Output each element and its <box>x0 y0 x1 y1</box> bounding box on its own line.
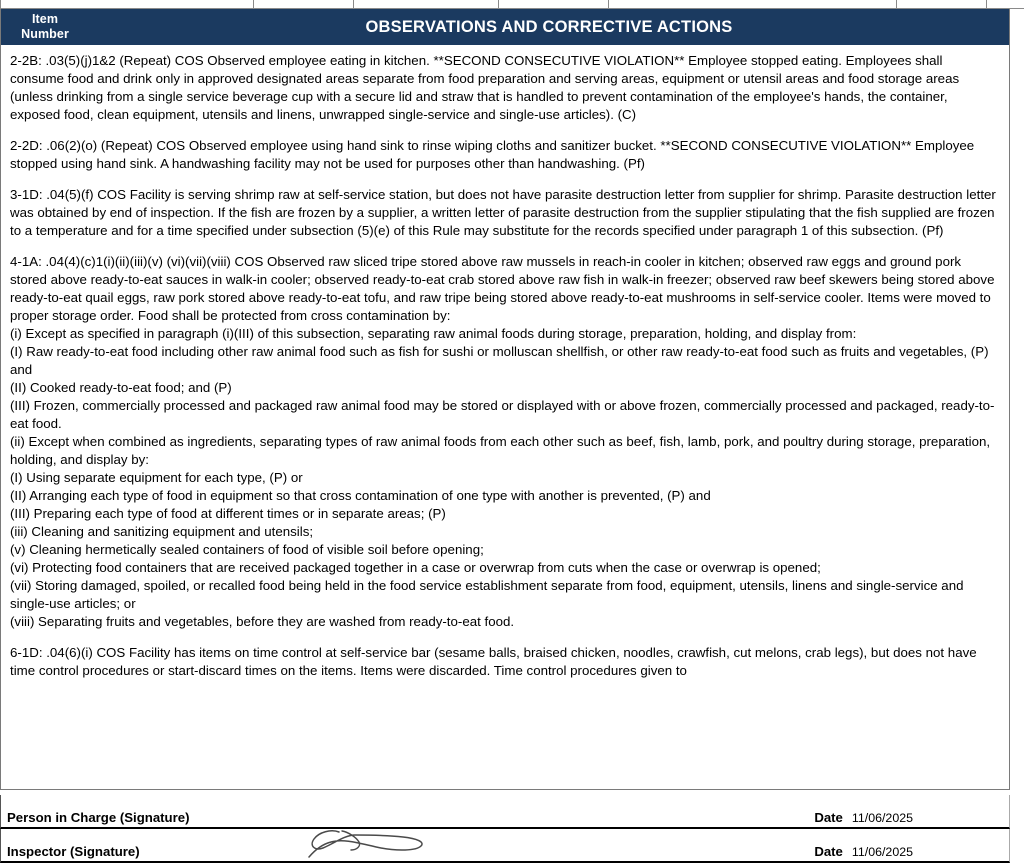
person-in-charge-signature-row[interactable] <box>0 795 1010 829</box>
observation-line: (ii) Except when combined as ingredients, separating types of raw animal foods from each other such as beef, fish, lamb, pork, and poultry during storage, preparation, holding, and display by: <box>10 434 991 468</box>
date-value: 11/06/2025 <box>851 811 913 825</box>
observation-line: (viii) Separating fruits and vegetables, before they are washed from ready-to-eat food. <box>10 614 515 630</box>
date-label: Date <box>814 810 843 825</box>
column-header-observations: OBSERVATIONS AND CORRECTIVE ACTIONS <box>365 17 733 36</box>
person-in-charge-date-group <box>814 810 913 825</box>
observations-body <box>1 45 1009 789</box>
signature-footer <box>0 795 1010 863</box>
item-number-line-1: Item <box>31 11 59 26</box>
date-value: 11/06/2025 <box>851 845 913 859</box>
observation-line: (I) Using separate equipment for each type, (P) or <box>10 470 303 486</box>
observation-line: (II) Cooked ready-to-eat food; and (P) <box>10 380 232 396</box>
observation-entry <box>10 253 1000 631</box>
previous-table-bottom-edge <box>0 0 1024 9</box>
observation-line: (v) Cleaning hermetically sealed containers of food of visible soil before opening; <box>10 542 484 558</box>
observation-line: (III) Frozen, commercially processed and packaged raw animal food may be stored or displayed with or above frozen, commercially processed and packaged, ready-to-eat food. <box>10 398 995 432</box>
observations-table <box>0 9 1010 790</box>
item-number-line-2: Number <box>21 27 69 41</box>
observation-entry: 6-1D: .04(6)(i) COS Facility has items on time control at self-service bar (sesame balls, braised chicken, noodles, crawfish, cut melons, crab legs), but does not have time control procedures or start-discard times on the items. Items were discarded. Time control procedures given to <box>10 645 977 679</box>
observation-entry: 3-1D: .04(5)(f) COS Facility is serving shrimp raw at self-service station, but does not have parasite destruction letter from supplier for shrimp. Parasite destruction letter was obtained by end of inspection. If the fish are frozen by a supplier, a written letter of parasite destruction from the supplier stipulating that the fish supplied are frozen to a temperature and for a time specified under subsection (5)(e) of this Rule may substitute for the records specified under paragraph 1 of this subsection. (Pf) <box>10 187 996 239</box>
observation-line: (vi) Protecting food containers that are received packaged together in a case or overwrap from cuts when the case or overwrap is opened; <box>10 560 821 576</box>
person-in-charge-label: Person in Charge (Signature) <box>7 810 190 825</box>
observation-line: (iii) Cleaning and sanitizing equipment and utensils; <box>10 524 314 540</box>
sliver-cell <box>499 0 609 8</box>
sliver-cell <box>0 0 254 8</box>
observation-line: (III) Preparing each type of food at different times or in separate areas; (P) <box>10 506 446 522</box>
inspector-date-group <box>814 844 913 859</box>
observation-line: (II) Arranging each type of food in equipment so that cross contamination of one type with another is prevented, (P) and <box>10 488 711 504</box>
sliver-cell <box>897 0 987 8</box>
observation-line: 4-1A: .04(4)(c)1(i)(ii)(iii)(v) (vi)(vii)(viii) COS Observed raw sliced tripe stored above raw mussels in reach-in cooler in kitchen; observed raw eggs and ground pork stored above ready-to-eat sauces in walk-in cooler; observed ready-to-eat crab stored above raw fish in walk-in freezer; observed raw beef skewers being stored above ready-to-eat quail eggs, raw pork stored above ready-to-eat tofu, and raw tripe being stored above ready-to-eat mushrooms in self-service cooler. Items were moved to proper storage order. Food shall be protected from cross contamination by: <box>10 254 995 324</box>
observation-line: (I) Raw ready-to-eat food including other raw animal food such as fish for sushi or molluscan shellfish, or other raw ready-to-eat food such as fruits and vegetables, (P) and <box>10 344 989 378</box>
inspector-label: Inspector (Signature) <box>7 844 140 859</box>
observations-table-header <box>1 9 1009 45</box>
sliver-cell <box>354 0 499 8</box>
observation-line: (vii) Storing damaged, spoiled, or recalled food being held in the food service establishment separate from food, equipment, utensils, linens and single-service and single-use articles; or <box>10 578 964 612</box>
inspector-signature-row[interactable] <box>0 829 1010 863</box>
observation-entry: 2-2D: .06(2)(o) (Repeat) COS Observed employee using hand sink to rinse wiping cloths and sanitizer bucket. **SECOND CONSECUTIVE VIOLATION** Employee stopped using hand sink. A handwashing facility may not be used for purposes other than handwashing. (Pf) <box>10 138 975 172</box>
sliver-cell <box>987 0 1022 8</box>
column-header-item-number <box>1 9 89 45</box>
observation-line: (i) Except as specified in paragraph (i)(III) of this subsection, separating raw animal foods during storage, preparation, holding, and display from: <box>10 326 857 342</box>
sliver-cell <box>254 0 354 8</box>
observation-entry: 2-2B: .03(5)(j)1&2 (Repeat) COS Observed employee eating in kitchen. **SECOND CONSECUTIVE VIOLATION** Employee stopped eating. Employees shall consume food and drink only in approved designated areas separate from food preparation and serving areas, equipment or utensil areas and food storage areas (unless drinking from a single service beverage cup with a secure lid and straw that is handled to prevent contamination of the employee's hands, the container, exposed food, clean equipment, utensils and linens, unwrapped single-service and single-use articles). (C) <box>10 53 960 123</box>
date-label: Date <box>814 844 843 859</box>
sliver-cell <box>609 0 897 8</box>
inspector-signature-icon <box>301 826 433 860</box>
